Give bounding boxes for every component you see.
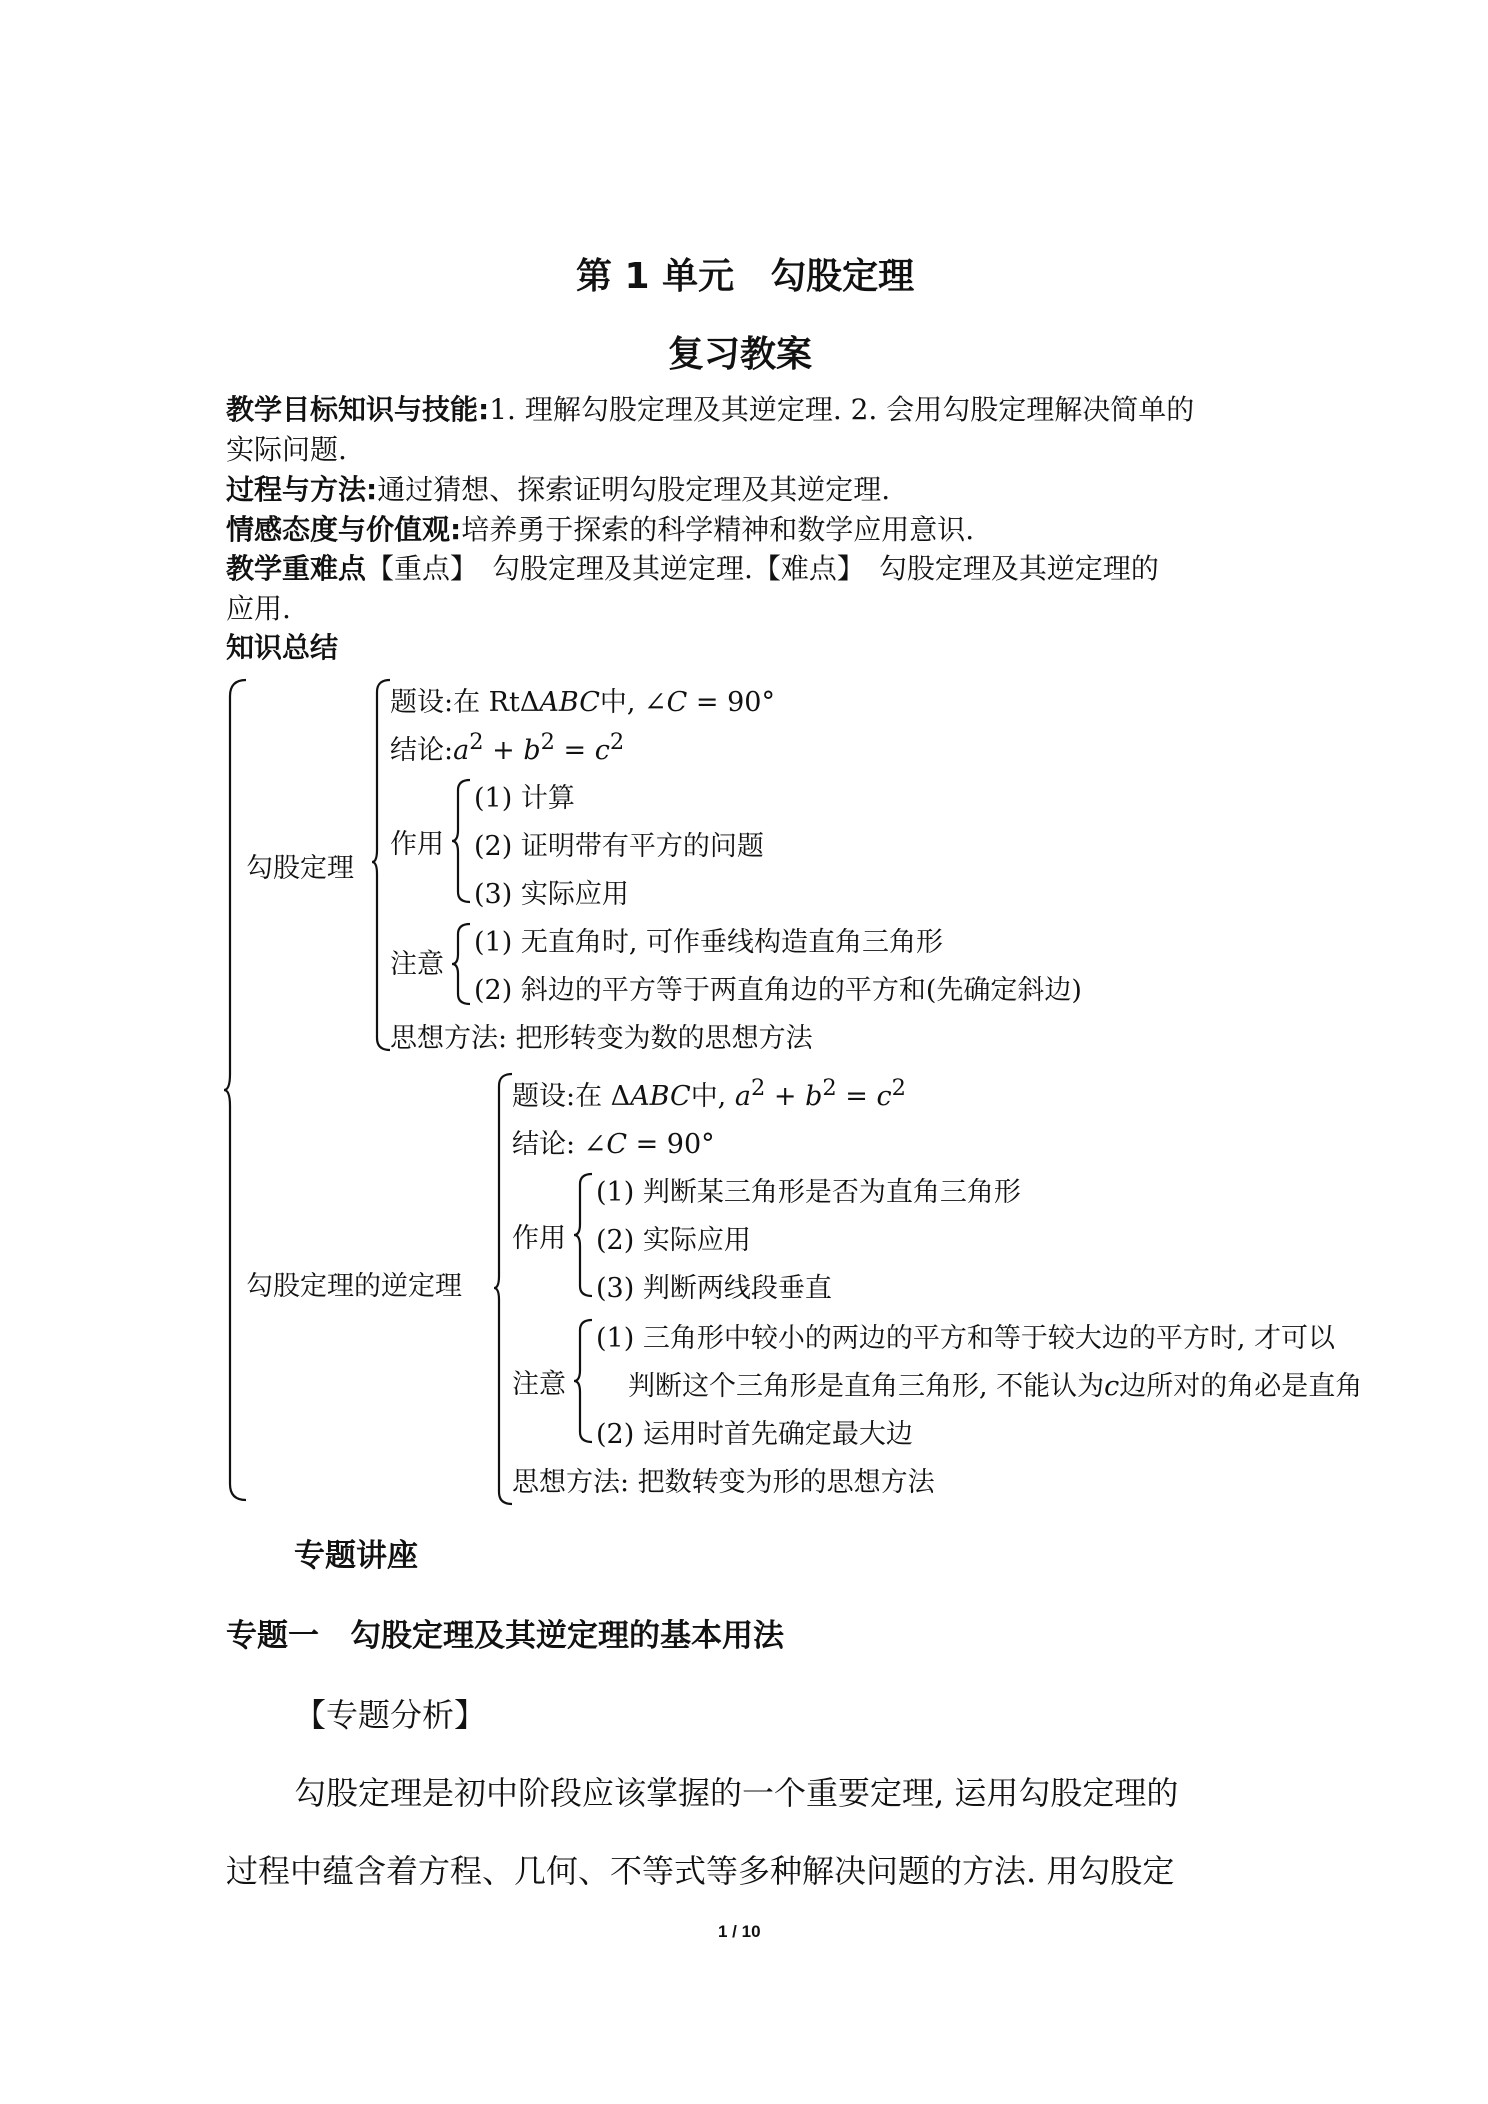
theorem-conclusion xyxy=(390,728,624,767)
converse-conclusion xyxy=(512,1122,715,1161)
theorem-note-brace xyxy=(452,922,472,1006)
analysis-heading: 【专题分析】 xyxy=(294,1696,487,1734)
theorem-premise-prefix: 题设:在 RtΔ xyxy=(390,687,540,718)
page-number: 1 / 10 xyxy=(718,1922,761,1941)
theorem-use-3: (3) 实际应用 xyxy=(474,879,629,910)
converse-formula: $a^2 + b^2 = c^2$ xyxy=(734,1075,906,1112)
outer-brace xyxy=(224,678,254,1502)
theorem-premise-angle: C xyxy=(666,687,688,718)
emotion-goal-line xyxy=(226,508,974,548)
converse-use-label: 作用 xyxy=(512,1223,566,1254)
focus-text: 【重点】 勾股定理及其逆定理.【难点】 勾股定理及其逆定理的 xyxy=(366,552,1159,585)
theorem-note-1: (1) 无直角时, 可作垂线构造直角三角形 xyxy=(474,927,943,958)
lecture-heading: 专题讲座 xyxy=(294,1538,418,1574)
converse-premise-prefix: 题设:在 Δ xyxy=(512,1081,631,1112)
focus-line-2: 应用. xyxy=(226,592,291,625)
analysis-line-1: 勾股定理是初中阶段应该掌握的一个重要定理, 运用勾股定理的 xyxy=(294,1774,1179,1812)
theorem-use-label: 作用 xyxy=(390,829,444,860)
emotion-goal-text: 培养勇于探索的科学精神和数学应用意识. xyxy=(461,513,975,546)
focus-line xyxy=(226,547,1159,587)
knowledge-goal-text: 1. 理解勾股定理及其逆定理. 2. 会用勾股定理解决简单的 xyxy=(489,393,1195,426)
theorem-premise-mid: 中, ∠ xyxy=(599,687,667,718)
focus-label: 教学重难点 xyxy=(226,552,367,585)
process-goal-label: 过程与方法: xyxy=(226,473,378,506)
process-goal-line xyxy=(226,468,890,508)
theorem-use-1: (1) 计算 xyxy=(474,783,575,814)
converse-brace xyxy=(494,1072,514,1506)
knowledge-goal-label: 教学目标知识与技能: xyxy=(226,393,490,426)
knowledge-goal-line xyxy=(226,388,1194,428)
analysis-line-2: 过程中蕴含着方程、几何、不等式等多种解决问题的方法. 用勾股定 xyxy=(226,1852,1175,1890)
theorem-label: 勾股定理 xyxy=(246,853,354,884)
converse-note-1-cont-b: 边所对的角必是直角 xyxy=(1119,1371,1363,1402)
converse-conclusion-angle: C xyxy=(606,1129,627,1160)
summary-heading: 知识总结 xyxy=(226,631,339,664)
converse-note-2: (2) 运用时首先确定最大边 xyxy=(596,1419,913,1450)
theorem-brace xyxy=(372,678,392,1052)
converse-use-brace xyxy=(574,1172,594,1298)
theorem-note-label: 注意 xyxy=(390,949,444,980)
converse-note-label: 注意 xyxy=(512,1369,566,1400)
converse-premise xyxy=(512,1074,906,1113)
converse-note-brace xyxy=(574,1318,594,1444)
converse-use-1: (1) 判断某三角形是否为直角三角形 xyxy=(596,1177,1021,1208)
converse-use-2: (2) 实际应用 xyxy=(596,1225,751,1256)
process-goal-text: 通过猜想、探索证明勾股定理及其逆定理. xyxy=(377,473,891,506)
converse-label: 勾股定理的逆定理 xyxy=(246,1271,462,1302)
converse-note-1-cont xyxy=(628,1364,1362,1403)
page-subtitle: 复习教案 xyxy=(668,334,813,375)
theorem-formula: $a^2 + b^2 = c^2$ xyxy=(453,729,625,766)
knowledge-goal-line-2: 实际问题. xyxy=(226,433,347,466)
emotion-goal-label: 情感态度与价值观: xyxy=(226,513,462,546)
theorem-premise xyxy=(390,680,775,719)
converse-note-1-side: c xyxy=(1104,1371,1120,1402)
theorem-use-2: (2) 证明带有平方的问题 xyxy=(474,831,764,862)
theorem-method: 思想方法: 把形转变为数的思想方法 xyxy=(390,1023,813,1054)
topic1-heading: 专题一 勾股定理及其逆定理的基本用法 xyxy=(226,1618,784,1654)
theorem-premise-triangle: ABC xyxy=(539,687,600,718)
converse-note-1-cont-a: 判断这个三角形是直角三角形, 不能认为 xyxy=(628,1371,1105,1402)
theorem-note-2: (2) 斜边的平方等于两直角边的平方和(先确定斜边) xyxy=(474,975,1082,1006)
converse-use-3: (3) 判断两线段垂直 xyxy=(596,1273,832,1304)
theorem-premise-end: = 90° xyxy=(687,687,775,718)
converse-note-1: (1) 三角形中较小的两边的平方和等于较大边的平方时, 才可以 xyxy=(596,1323,1335,1354)
converse-method: 思想方法: 把数转变为形的思想方法 xyxy=(512,1467,935,1498)
converse-conclusion-end: = 90° xyxy=(626,1129,715,1160)
converse-premise-triangle: ABC xyxy=(630,1081,691,1112)
converse-premise-mid: 中, xyxy=(690,1081,735,1112)
page-title: 第 1 单元 勾股定理 xyxy=(576,256,915,297)
converse-conclusion-prefix: 结论: ∠ xyxy=(512,1129,607,1160)
theorem-conclusion-prefix: 结论: xyxy=(390,735,454,766)
theorem-use-brace xyxy=(452,778,472,904)
